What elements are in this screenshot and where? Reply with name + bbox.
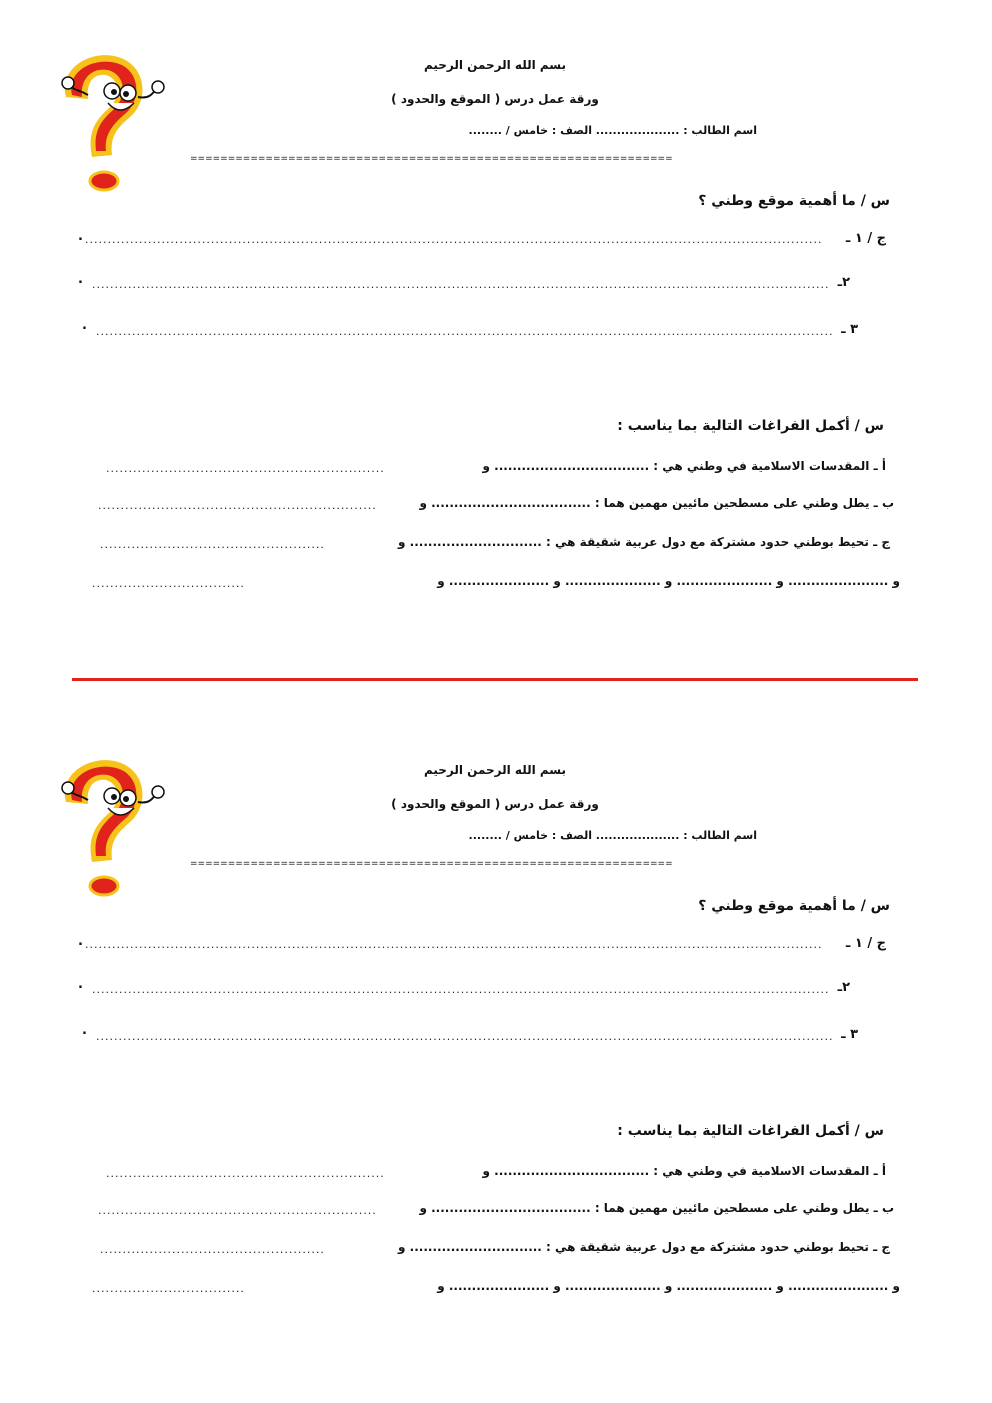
fill-item-a: أ ـ المقدسات الاسلامية في وطني هي : .................................. و xyxy=(482,1164,886,1178)
answer-line-1[interactable]: .................................................................................................................................................................... xyxy=(85,938,823,951)
fill-item-d: و ...................... و ..................... و ..................... و ...................... و xyxy=(437,1279,900,1293)
line-end-2: . xyxy=(78,272,83,287)
question-1: س / ما أهمية موقع وطني ؟ xyxy=(698,193,890,209)
student-name-class-line: اسم الطالب : .................... الصف : خامس / ........ xyxy=(468,829,757,842)
question-mark-mascot-icon xyxy=(48,750,170,900)
line-end-2: . xyxy=(78,977,83,992)
fill-item-b: ب ـ يطل وطني على مسطحين مائيين مهمين هما : ................................... و xyxy=(419,496,894,510)
answer-line-2[interactable]: .................................................................................................................................................................... xyxy=(92,983,830,996)
question-2: س / أكمل الفراغات التالية بما يناسب : xyxy=(617,418,884,434)
fill-blank-c-2[interactable]: .................................................. xyxy=(100,538,325,551)
worksheet-bottom xyxy=(0,705,992,1365)
section-divider xyxy=(72,678,918,681)
answer-2-label: ٢ـ xyxy=(837,980,850,995)
separator-line: ================================================================ xyxy=(190,154,673,164)
fill-blank-d-end[interactable]: .................................. xyxy=(92,1282,245,1295)
question-1: س / ما أهمية موقع وطني ؟ xyxy=(698,898,890,914)
fill-blank-b-2[interactable]: .............................................................. xyxy=(98,1204,377,1217)
worksheet-top xyxy=(0,0,992,660)
worksheet-title: ورقة عمل درس ( الموقع والحدود ) xyxy=(391,797,599,811)
student-name-class-line: اسم الطالب : .................... الصف : خامس / ........ xyxy=(468,124,757,137)
fill-item-c: ج ـ تحيط بوطني حدود مشتركة مع دول عربية شقيقة هي : ............................. و xyxy=(398,535,890,549)
basmala: بسم الله الرحمن الرحيم xyxy=(423,58,567,72)
line-end-3: . xyxy=(82,1023,87,1038)
fill-item-d: و ...................... و ..................... و ..................... و ...................... و xyxy=(437,574,900,588)
answer-3-label: ٣ ـ xyxy=(841,1027,858,1042)
fill-item-c: ج ـ تحيط بوطني حدود مشتركة مع دول عربية شقيقة هي : ............................. و xyxy=(398,1240,890,1254)
fill-blank-a-2[interactable]: .............................................................. xyxy=(106,1167,385,1180)
fill-blank-b-2[interactable]: .............................................................. xyxy=(98,499,377,512)
basmala: بسم الله الرحمن الرحيم xyxy=(423,763,567,777)
fill-item-a: أ ـ المقدسات الاسلامية في وطني هي : .................................. و xyxy=(482,459,886,473)
answer-1-label: ج / ١ ـ xyxy=(845,231,886,246)
answer-3-label: ٣ ـ xyxy=(841,322,858,337)
answer-line-2[interactable]: .................................................................................................................................................................... xyxy=(92,278,830,291)
fill-item-b: ب ـ يطل وطني على مسطحين مائيين مهمين هما : ................................... و xyxy=(419,1201,894,1215)
line-end-1: . xyxy=(78,934,83,949)
answer-line-3[interactable]: .................................................................................................................................................................... xyxy=(96,325,834,338)
answer-1-label: ج / ١ ـ xyxy=(845,936,886,951)
line-end-1: . xyxy=(78,229,83,244)
fill-blank-d-end[interactable]: .................................. xyxy=(92,577,245,590)
fill-blank-c-2[interactable]: .................................................. xyxy=(100,1243,325,1256)
answer-line-1[interactable]: .................................................................................................................................................................... xyxy=(85,233,823,246)
line-end-3: . xyxy=(82,318,87,333)
worksheet-title: ورقة عمل درس ( الموقع والحدود ) xyxy=(391,92,599,106)
question-2: س / أكمل الفراغات التالية بما يناسب : xyxy=(617,1123,884,1139)
separator-line: ================================================================ xyxy=(190,859,673,869)
question-mark-mascot-icon xyxy=(48,45,170,195)
answer-line-3[interactable]: .................................................................................................................................................................... xyxy=(96,1030,834,1043)
answer-2-label: ٢ـ xyxy=(837,275,850,290)
fill-blank-a-2[interactable]: .............................................................. xyxy=(106,462,385,475)
